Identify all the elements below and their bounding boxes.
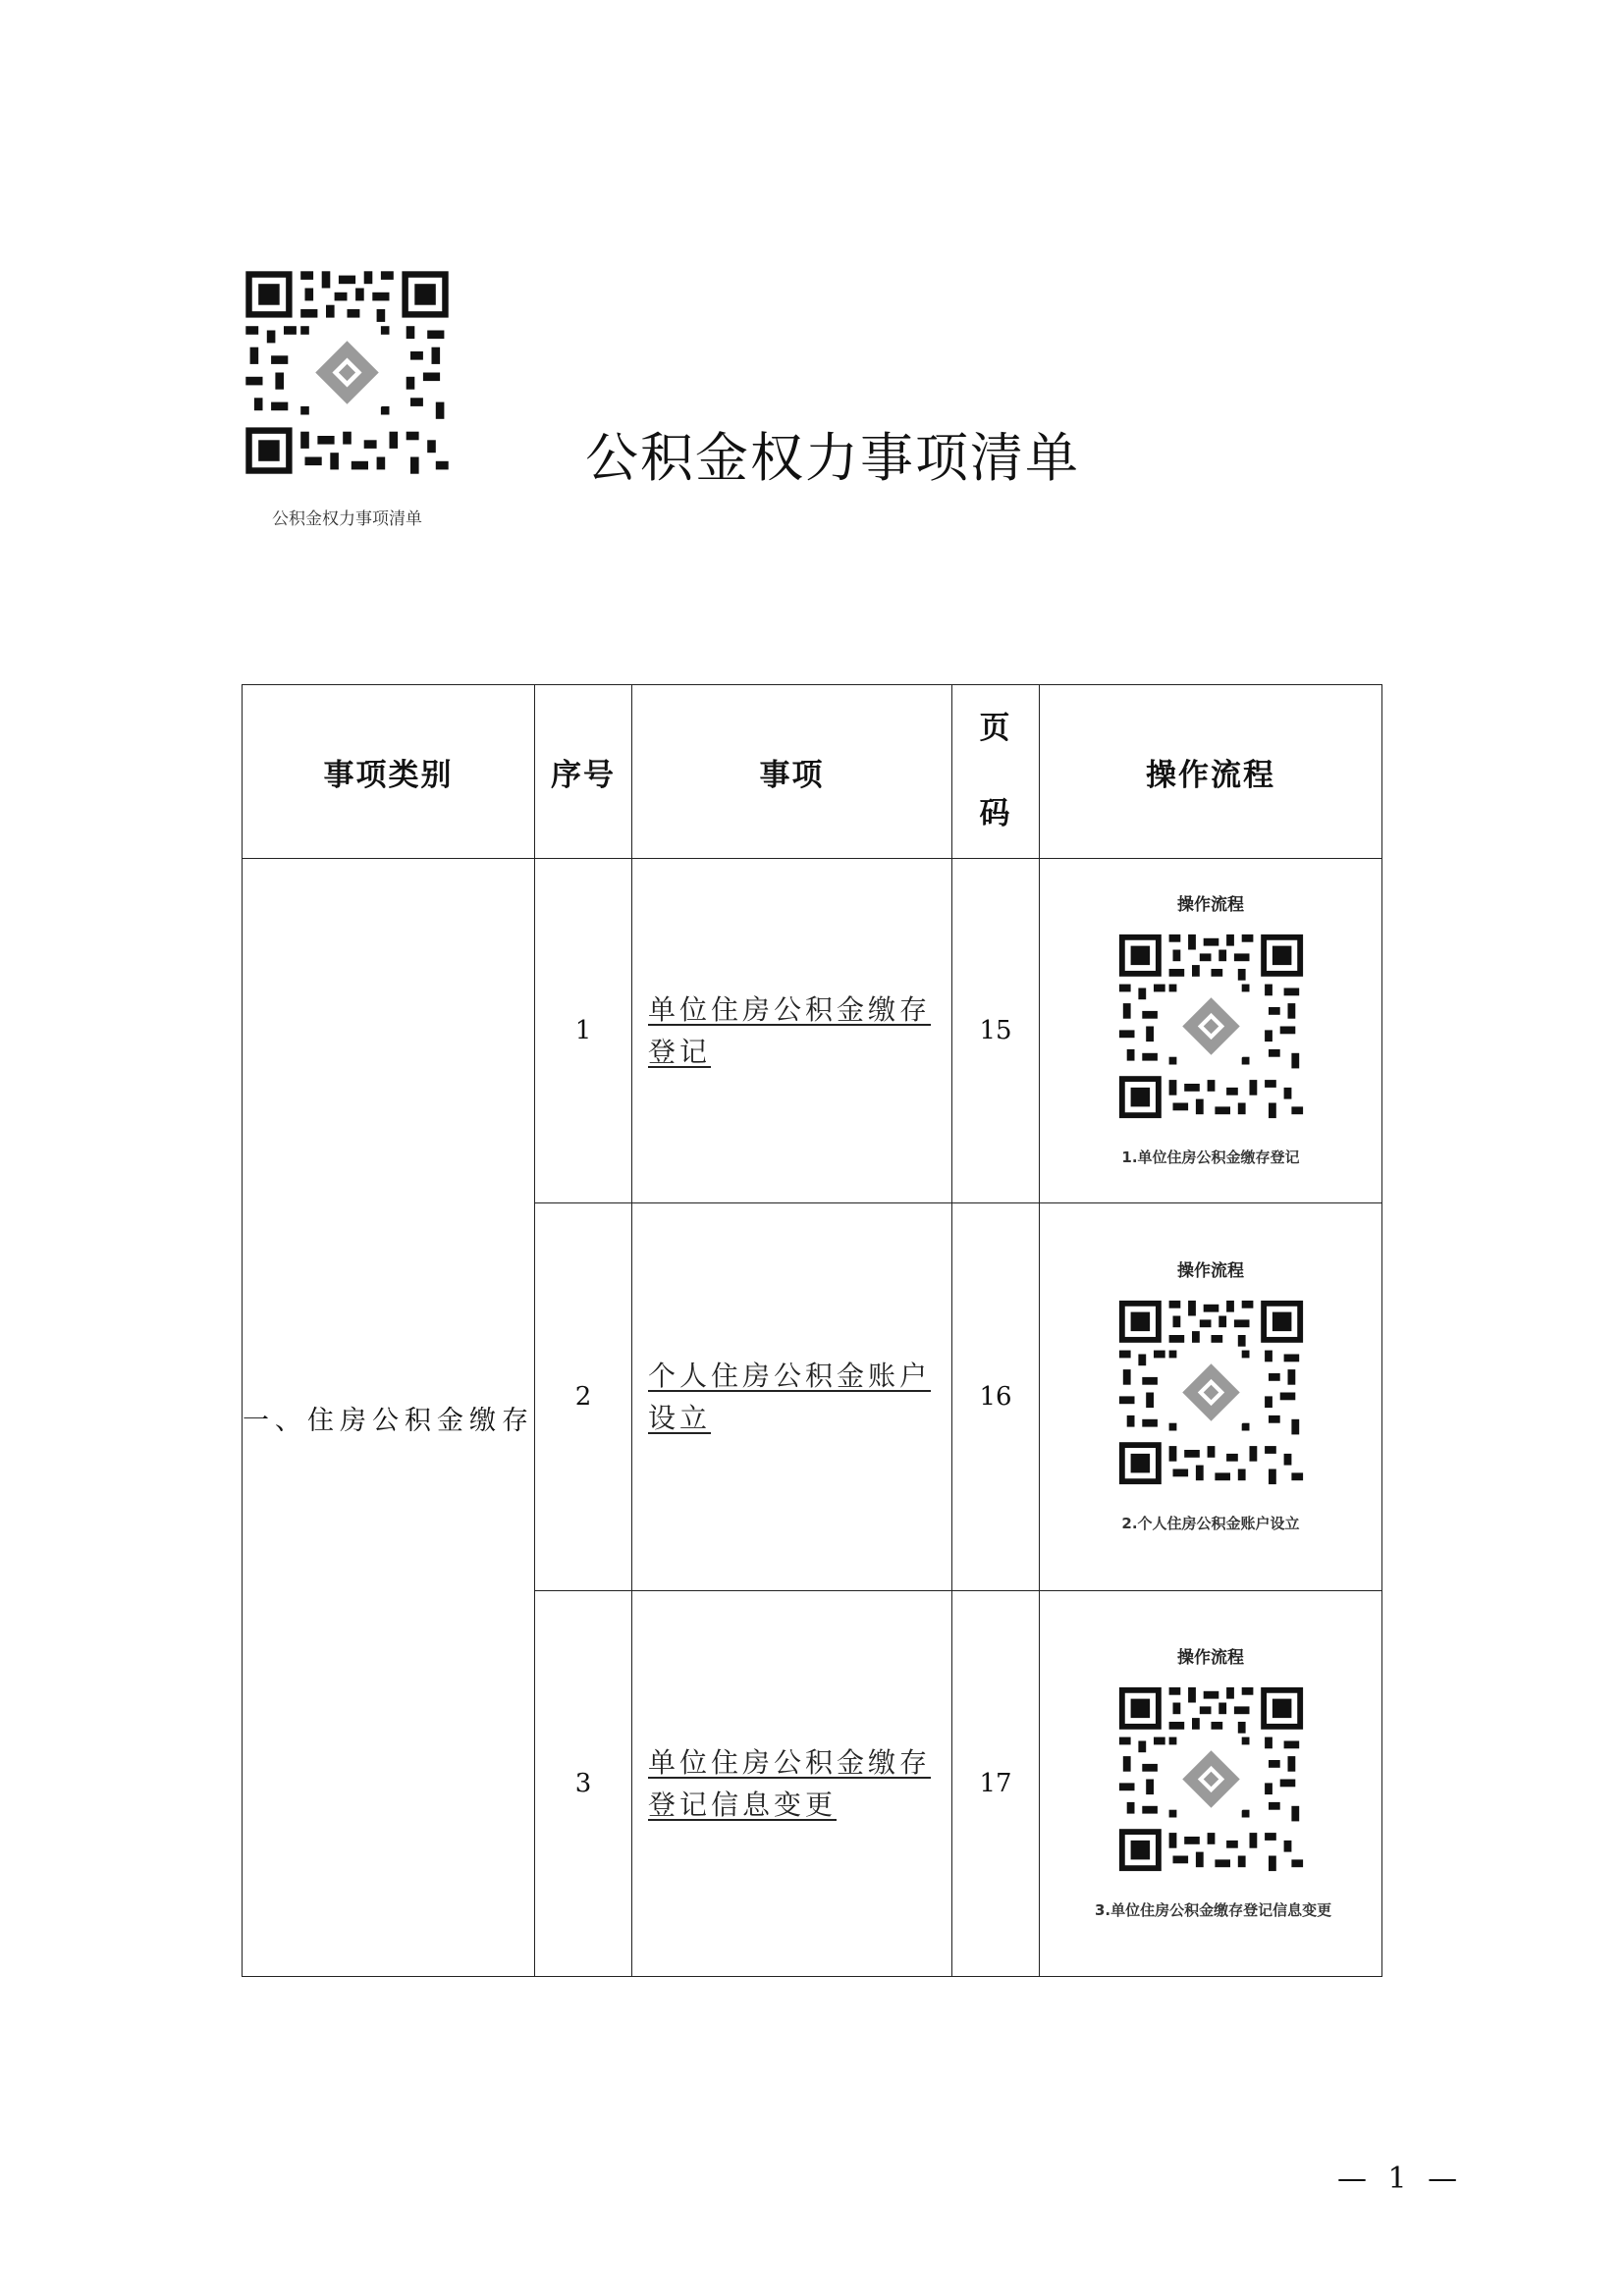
seq-cell: 3 bbox=[535, 1591, 632, 1977]
page-number: — 1 — bbox=[1337, 2162, 1464, 2196]
header-page-line1: 页 bbox=[979, 711, 1012, 746]
header-page-line2: 码 bbox=[979, 796, 1012, 831]
item-cell bbox=[632, 1203, 952, 1591]
item-cell bbox=[632, 859, 952, 1203]
header-seq: 序号 bbox=[535, 685, 632, 859]
matters-table bbox=[242, 684, 1382, 1977]
flow-title: 操作流程 bbox=[1177, 894, 1244, 915]
flow-cell bbox=[1040, 859, 1382, 1203]
qr-caption: 公积金权力事项清单 bbox=[272, 509, 422, 529]
flow-card bbox=[1040, 1256, 1381, 1538]
header-row bbox=[243, 685, 1382, 859]
qr-code-icon[interactable] bbox=[1115, 931, 1307, 1122]
flow-caption: 3.单位住房公积金缴存登记信息变更 bbox=[1095, 1900, 1332, 1919]
table-row bbox=[243, 859, 1382, 1203]
header-category: 事项类别 bbox=[243, 685, 535, 859]
qr-code-icon[interactable] bbox=[1115, 1297, 1307, 1488]
header-page bbox=[952, 685, 1040, 859]
flow-cell bbox=[1040, 1203, 1382, 1591]
flow-caption: 1.单位住房公积金缴存登记 bbox=[1121, 1148, 1300, 1166]
flow-title: 操作流程 bbox=[1177, 1647, 1244, 1668]
page-cell: 15 bbox=[952, 859, 1040, 1203]
page-cell: 16 bbox=[952, 1203, 1040, 1591]
item-link[interactable]: 单位住房公积金缴存登记信息变更 bbox=[648, 1745, 932, 1821]
flow-card bbox=[1040, 890, 1381, 1172]
seq-cell: 2 bbox=[535, 1203, 632, 1591]
header-item: 事项 bbox=[632, 685, 952, 859]
item-link[interactable]: 个人住房公积金账户设立 bbox=[648, 1359, 932, 1434]
flow-title: 操作流程 bbox=[1177, 1260, 1244, 1281]
flow-caption: 2.个人住房公积金账户设立 bbox=[1121, 1514, 1300, 1532]
item-link[interactable]: 单位住房公积金缴存登记 bbox=[648, 992, 932, 1068]
page-title: 公积金权力事项清单 bbox=[585, 427, 1080, 489]
header-flow: 操作流程 bbox=[1040, 685, 1382, 859]
flow-card bbox=[1040, 1643, 1381, 1925]
qr-code-icon[interactable] bbox=[1115, 1683, 1307, 1875]
flow-cell bbox=[1040, 1591, 1382, 1977]
qr-code-icon bbox=[242, 267, 453, 478]
item-cell bbox=[632, 1591, 952, 1977]
page-cell: 17 bbox=[952, 1591, 1040, 1977]
category-cell: 一、住房公积金缴存 bbox=[243, 859, 535, 1977]
seq-cell: 1 bbox=[535, 859, 632, 1203]
